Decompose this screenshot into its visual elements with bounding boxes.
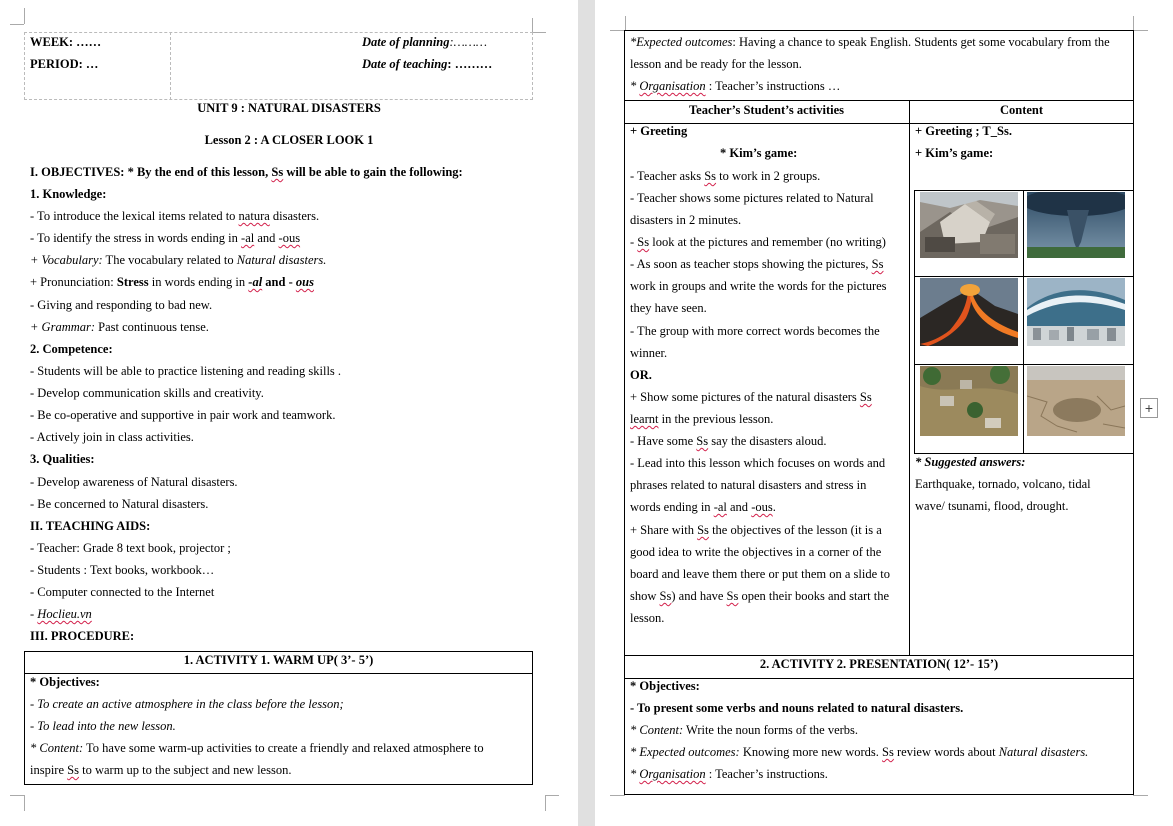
crop-mark <box>10 24 24 25</box>
left-page <box>0 0 578 826</box>
activity2-objective: - To present some verbs and nouns related to natural disasters. <box>630 701 964 715</box>
expected-outcomes-cont: lesson and be ready for the lesson. <box>630 57 802 71</box>
activity2-expected-outcomes: * Expected outcomes: Knowing more new words. Ss review words about Natural disasters. <box>630 745 1089 759</box>
crop-mark <box>545 795 546 811</box>
qualities-item: - Be concerned to Natural disasters. <box>30 497 209 511</box>
crop-mark <box>532 18 533 32</box>
activity-step: - Teacher shows some pictures related to Natural <box>630 191 874 205</box>
teaching-aids-item: - Teacher: Grade 8 text book, projector ; <box>30 541 231 555</box>
greeting: + Greeting <box>630 124 688 138</box>
qualities-heading: 3. Qualities: <box>30 452 95 466</box>
drought-photo <box>1027 366 1125 436</box>
activity-step: + Share with Ss the objectives of the lesson (it is a <box>630 523 882 537</box>
activity2-content: * Content: Write the noun forms of the verbs. <box>630 723 859 737</box>
crop-mark <box>10 795 24 796</box>
teaching-aids-item: - Computer connected to the Internet <box>30 585 215 599</box>
expected-outcomes: *Expected outcomes: Having a chance to speak English. Students get some vocabulary from the <box>630 35 1110 49</box>
add-column-button[interactable]: + <box>1140 398 1158 418</box>
column-divider <box>909 100 910 656</box>
unit-title: UNIT 9 : NATURAL DISASTERS <box>197 101 381 115</box>
activity1-content-cont: inspire Ss to warm up to the subject and new lesson. <box>30 763 292 777</box>
lesson-title: Lesson 2 : A CLOSER LOOK 1 <box>204 133 374 147</box>
activity2-objectives-heading: * Objectives: <box>630 679 700 693</box>
competence-item: - Actively join in class activities. <box>30 430 194 444</box>
activity-step: work in groups and write the words for the pictures <box>630 279 887 293</box>
teaching-aids-link[interactable]: - Hoclieu.vn <box>30 607 92 621</box>
crop-mark <box>532 32 546 33</box>
earthquake-photo <box>920 192 1018 258</box>
teaching-aids-item: - Students : Text books, workbook… <box>30 563 215 577</box>
period-label: PERIOD: … <box>30 57 99 71</box>
activity-step: good idea to write the objectives in a corner of the <box>630 545 882 559</box>
image-grid-divider <box>914 276 1134 277</box>
activity-step: winner. <box>630 346 668 360</box>
activity-step: words ending in -al and -ous. <box>630 500 776 514</box>
image-grid-divider <box>1023 190 1024 454</box>
activity2-organisation: * Organisation : Teacher’s instructions. <box>630 767 828 781</box>
activity-step: - As soon as teacher stops showing the pictures, Ss <box>630 257 884 271</box>
activity-step: - Lead into this lesson which focuses on words and <box>630 456 886 470</box>
knowledge-item: + Pronunciation: Stress in words ending in -al and - ous <box>30 275 314 289</box>
week-label: WEEK: …… <box>30 35 102 49</box>
page-gutter <box>578 0 595 826</box>
knowledge-item: - To identify the stress in words ending in -al and -ous <box>30 231 301 245</box>
header-divider <box>170 32 171 100</box>
activity-step: learnt in the previous lesson. <box>630 412 774 426</box>
crop-mark <box>1133 795 1148 796</box>
competence-item: - Be co-operative and supportive in pair work and teamwork. <box>30 408 336 422</box>
activity1-objective: - To create an active atmosphere in the class before the lesson; <box>30 697 344 711</box>
date-teaching: Date of teaching: ……… <box>362 57 493 71</box>
activity1-title: 1. ACTIVITY 1. WARM UP( 3’- 5’) <box>183 653 374 667</box>
crop-mark <box>1133 16 1134 31</box>
activity-step: + Show some pictures of the natural disasters Ss <box>630 390 872 404</box>
crop-mark <box>610 795 625 796</box>
procedure-heading: III. PROCEDURE: <box>30 629 135 643</box>
activity-step: disasters in 2 minutes. <box>630 213 742 227</box>
activity-step: board and leave them there or put them on a slide to <box>630 567 890 581</box>
competence-item: - Students will be able to practice listening and reading skills . <box>30 364 342 378</box>
date-planning: Date of planning:……… <box>362 35 488 49</box>
suggested-answers-heading: * Suggested answers: <box>915 455 1026 469</box>
knowledge-heading: 1. Knowledge: <box>30 187 107 201</box>
teaching-aids-heading: II. TEACHING AIDS: <box>30 519 151 533</box>
crop-mark <box>24 8 25 24</box>
competence-item: - Develop communication skills and creativity. <box>30 386 264 400</box>
activity-step: they have seen. <box>630 301 707 315</box>
activity2-title: 2. ACTIVITY 2. PRESENTATION( 12’- 15’) <box>759 657 999 671</box>
activity1-objective: - To lead into the new lesson. <box>30 719 176 733</box>
activity-step: - Teacher asks Ss to work in 2 groups. <box>630 169 821 183</box>
right-page <box>595 0 1173 826</box>
activity-step: lesson. <box>630 611 665 625</box>
volcano-photo <box>920 278 1018 346</box>
tornado-photo <box>1027 192 1125 258</box>
knowledge-item: - To introduce the lexical items related to natura disasters. <box>30 209 320 223</box>
content-kims-game: + Kim’s game: <box>915 146 994 160</box>
column-header-activities: Teacher’s Student’s activities <box>688 103 845 117</box>
content-greeting: + Greeting ; T_Ss. <box>915 124 1012 138</box>
crop-mark <box>1133 30 1148 31</box>
suggested-answers: Earthquake, tornado, volcano, tidal <box>915 477 1091 491</box>
kims-game: * Kim’s game: <box>720 146 798 160</box>
crop-mark <box>610 30 625 31</box>
column-header-content: Content <box>999 103 1044 117</box>
crop-mark <box>545 795 559 796</box>
activity1-content: * Content: To have some warm-up activities to create a friendly and relaxed atmosphere to <box>30 741 484 755</box>
suggested-answers-cont: wave/ tsunami, flood, drought. <box>915 499 1069 513</box>
flood-photo <box>920 366 1018 436</box>
knowledge-item: + Vocabulary: The vocabulary related to Natural disasters. <box>30 253 327 267</box>
tsunami-photo <box>1027 278 1125 346</box>
activity-step: - The group with more correct words becomes the <box>630 324 880 338</box>
knowledge-item: - Giving and responding to bad new. <box>30 298 213 312</box>
objectives-heading: I. OBJECTIVES: * By the end of this lesson, Ss will be able to gain the following: <box>30 165 463 179</box>
activity-step: - Have some Ss say the disasters aloud. <box>630 434 827 448</box>
activity-step: phrases related to natural disasters and stress in <box>630 478 867 492</box>
knowledge-item: + Grammar: Past continuous tense. <box>30 320 209 334</box>
activity-step: - Ss look at the pictures and remember (no writing) <box>630 235 886 249</box>
or-label: OR. <box>630 368 652 382</box>
organisation: * Organisation : Teacher’s instructions … <box>630 79 841 93</box>
activity1-objectives-heading: * Objectives: <box>30 675 100 689</box>
qualities-item: - Develop awareness of Natural disasters. <box>30 475 238 489</box>
crop-mark <box>625 16 626 31</box>
activity-step: show Ss) and have Ss open their books and start the <box>630 589 890 603</box>
crop-mark <box>24 795 25 811</box>
competence-heading: 2. Competence: <box>30 342 113 356</box>
image-grid-divider <box>914 364 1134 365</box>
